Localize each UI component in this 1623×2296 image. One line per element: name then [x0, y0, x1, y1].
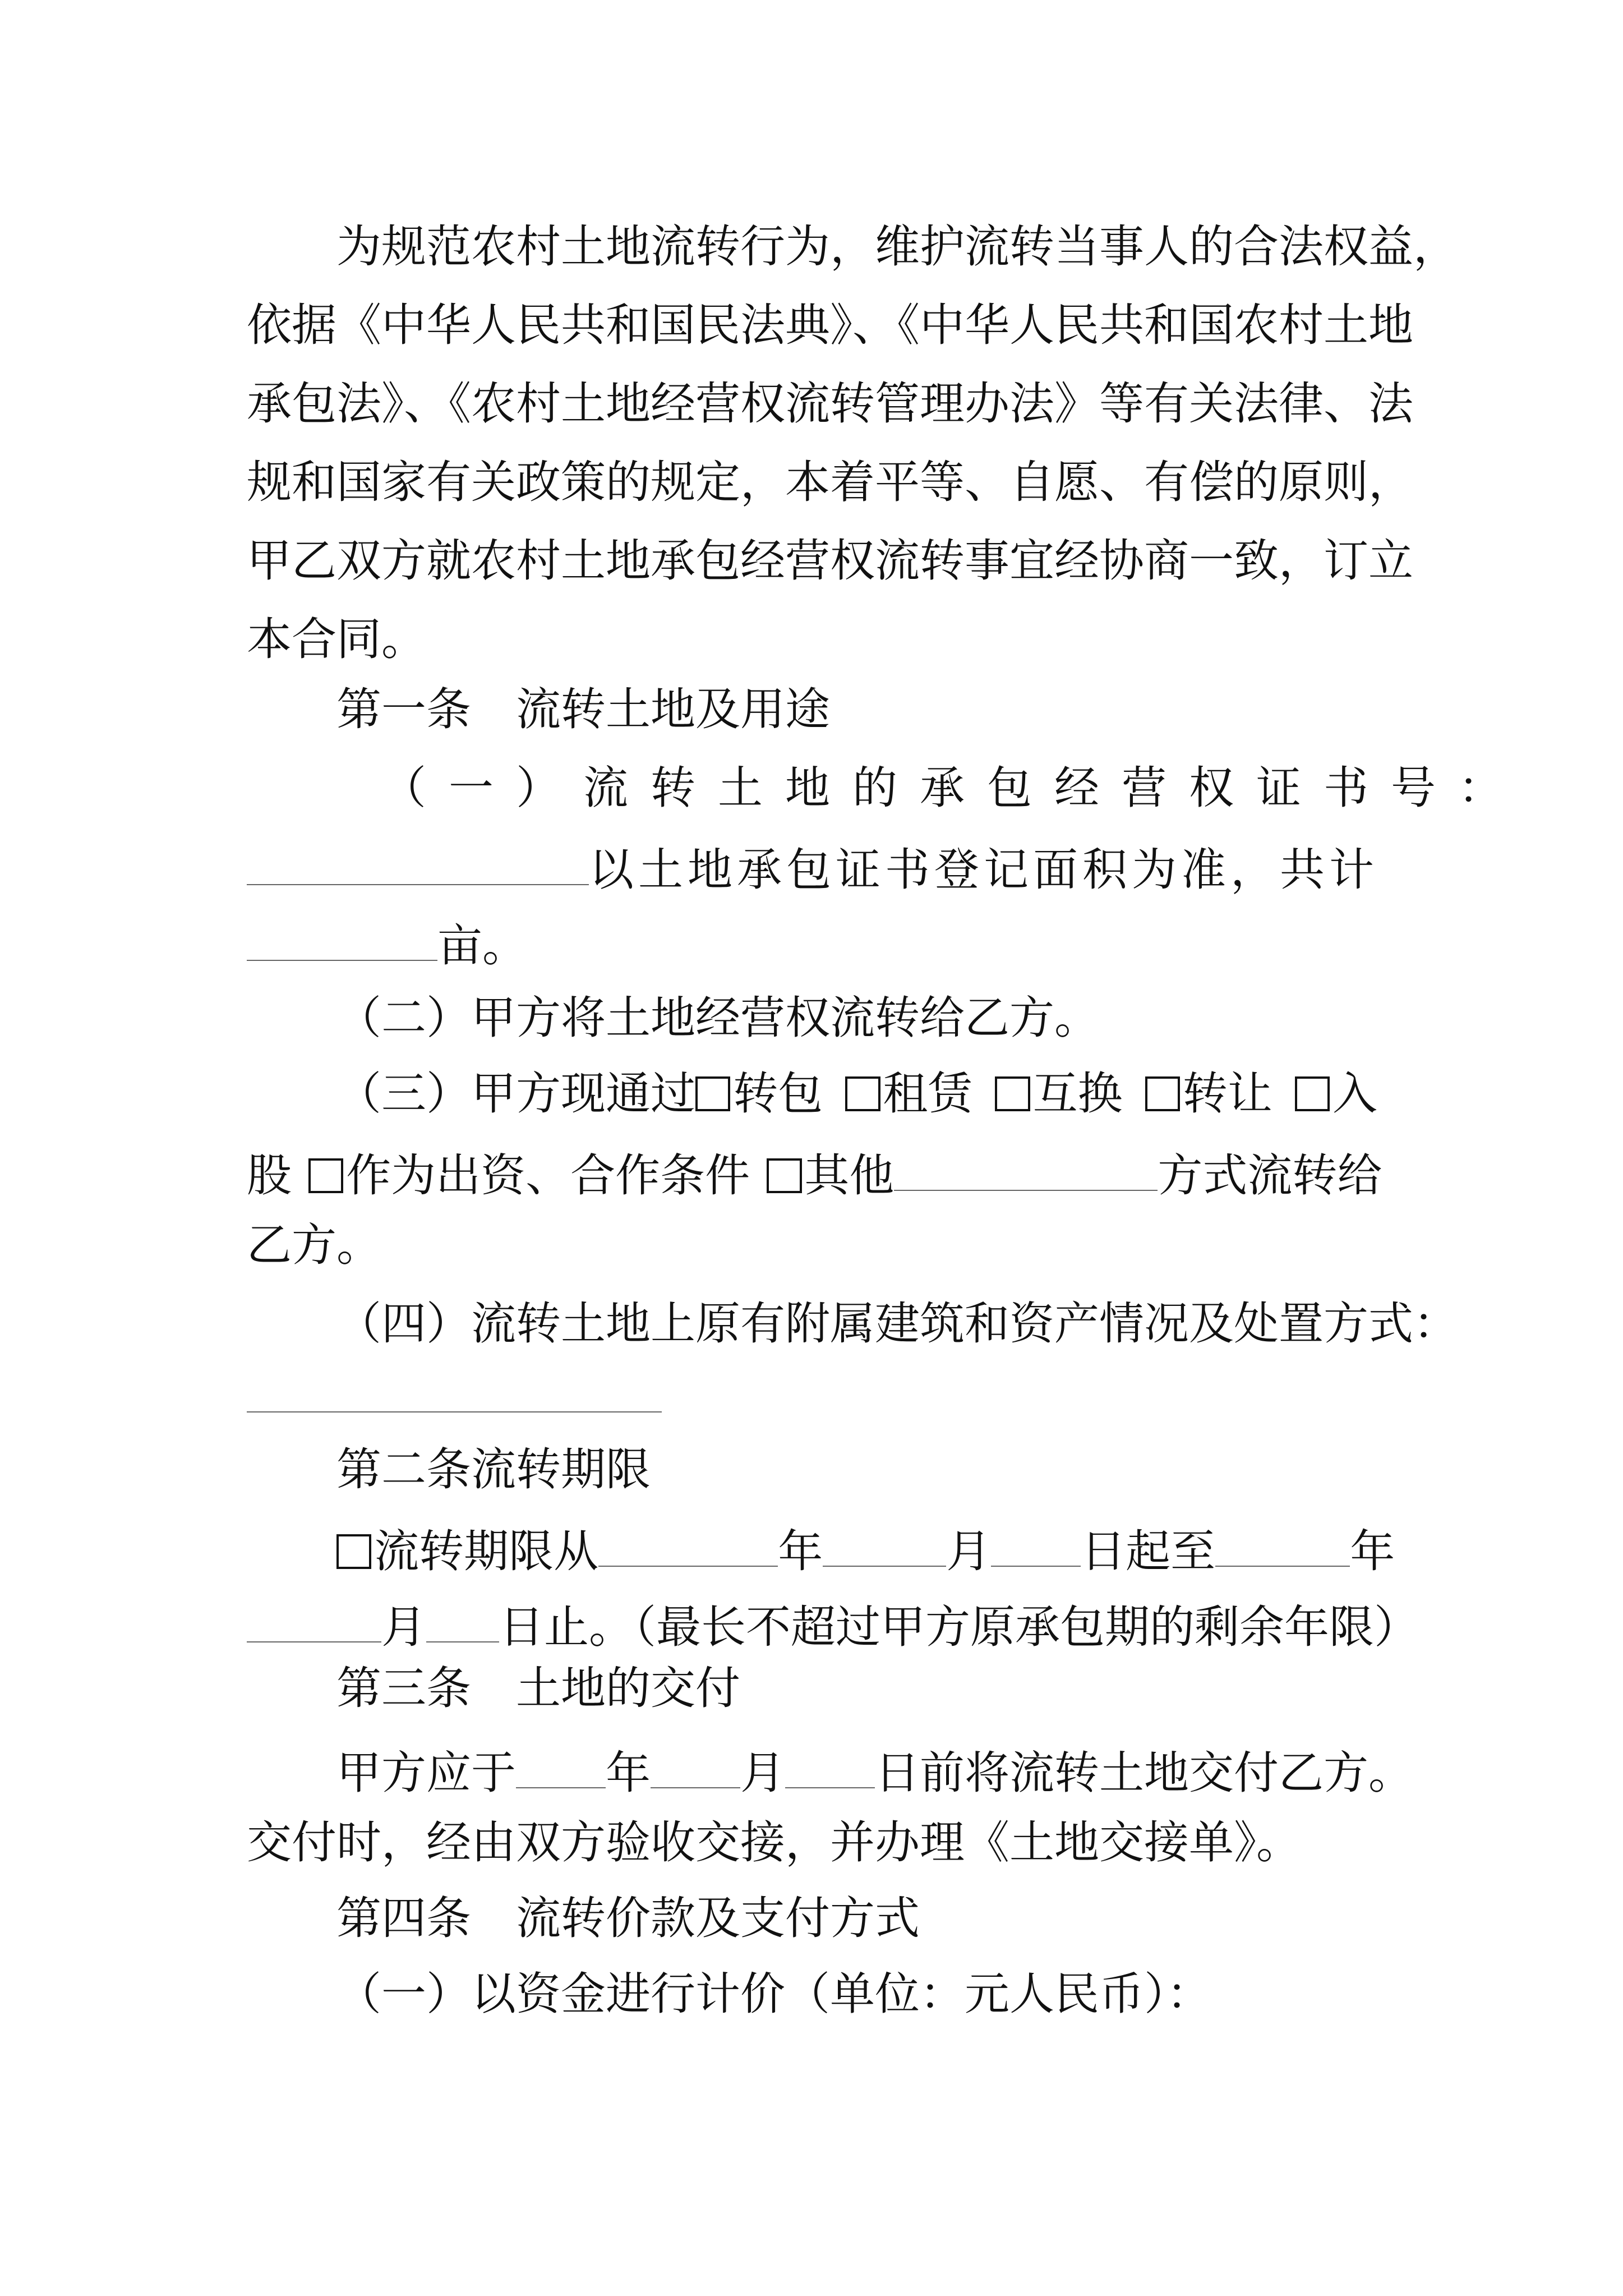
- article1-item1-line2: 以土地承包证书登记面积为准，共计: [247, 841, 1378, 892]
- other-method-blank[interactable]: [894, 1147, 1158, 1191]
- checkbox-zulin[interactable]: [845, 1076, 880, 1111]
- preamble-line-1: 为规范农村土地流转行为，维护流转当事人的合法权益，: [336, 220, 1458, 273]
- article4-item1: （一）以资金进行计价（单位：元人民币）：: [336, 1968, 1211, 2020]
- article4-heading: 流转价款及支付方式: [516, 1892, 920, 1944]
- preamble-line-2: 依据《中华人民共和国民法典》、《中华人民共和国农村土地: [247, 299, 1413, 351]
- preamble-line-6: 本合同。: [247, 613, 426, 665]
- checkbox-qita[interactable]: [767, 1158, 801, 1193]
- certificate-number-blank[interactable]: [247, 841, 589, 885]
- article1-item1-line3: 亩。: [247, 917, 527, 968]
- article1-item3-line2: 股 作为出资、合作条件 其他 方式流转给: [247, 1147, 1382, 1198]
- checkbox-rugu[interactable]: [1295, 1076, 1330, 1111]
- article1-title: [336, 683, 830, 735]
- start-day-blank[interactable]: [991, 1523, 1081, 1567]
- article1-item4-blank-line: [247, 1369, 662, 1420]
- checkbox-huhuan[interactable]: [995, 1076, 1030, 1111]
- area-blank[interactable]: [247, 917, 437, 961]
- article1-heading: 流转土地及用途: [516, 683, 830, 735]
- article1-item4: （四）流转土地上原有附属建筑和资产情况及处置方式：: [336, 1297, 1458, 1350]
- article3-heading: 土地的交付: [516, 1662, 740, 1714]
- article1-number: 第一条: [336, 683, 471, 735]
- checkbox-term[interactable]: [336, 1534, 371, 1569]
- preamble-line-3: 承包法》、《农村土地经营权流转管理办法》等有关法律、法: [247, 378, 1413, 430]
- article1-item1-line1: （一）流转土地的承包经营权证书号：: [381, 762, 1525, 814]
- article1-item2: （二）甲方将土地经营权流转给乙方。: [336, 992, 1099, 1044]
- delivery-month-blank[interactable]: [651, 1745, 740, 1788]
- article3-line2: 交付时，经由双方验收交接，并办理《土地交接单》。: [247, 1816, 1301, 1869]
- preamble-line-5: 甲乙双方就农村土地承包经营权流转事宜经协商一致，订立: [247, 535, 1413, 587]
- article4-number: 第四条: [336, 1892, 471, 1944]
- article2-line1: 流转期限从 年 月 日起至 年: [336, 1523, 1395, 1574]
- end-day-blank[interactable]: [426, 1599, 499, 1642]
- article4-title: [336, 1892, 920, 1944]
- article1-item3-line1: （三）甲方现通过 转包 租赁 互换 转让 入: [336, 1068, 1377, 1120]
- assets-disposal-blank[interactable]: [247, 1369, 662, 1412]
- delivery-day-blank[interactable]: [785, 1745, 875, 1788]
- checkbox-zhuanrang[interactable]: [1145, 1076, 1180, 1111]
- article2-title: 第二条流转期限: [336, 1443, 651, 1496]
- start-year-blank[interactable]: [598, 1523, 778, 1567]
- end-year-blank[interactable]: [1215, 1523, 1350, 1567]
- article3-number: 第三条: [336, 1662, 471, 1714]
- end-month-blank[interactable]: [247, 1599, 381, 1642]
- article2-line2: 月 日止。（最长不超过甲方原承包期的剩余年限）: [247, 1599, 1419, 1650]
- delivery-year-blank[interactable]: [516, 1745, 606, 1788]
- checkbox-chuzi[interactable]: [308, 1158, 343, 1193]
- article3-line1: 甲方应于 年 月 日前将流转土地交付乙方。: [336, 1745, 1413, 1796]
- checkbox-zhuanbao[interactable]: [695, 1076, 730, 1111]
- preamble-line-4: 规和国家有关政策的规定，本着平等、自愿、有偿的原则，: [247, 456, 1413, 508]
- article3-title: [336, 1662, 740, 1714]
- article1-item3-line3: 乙方。: [247, 1219, 381, 1271]
- start-month-blank[interactable]: [823, 1523, 946, 1567]
